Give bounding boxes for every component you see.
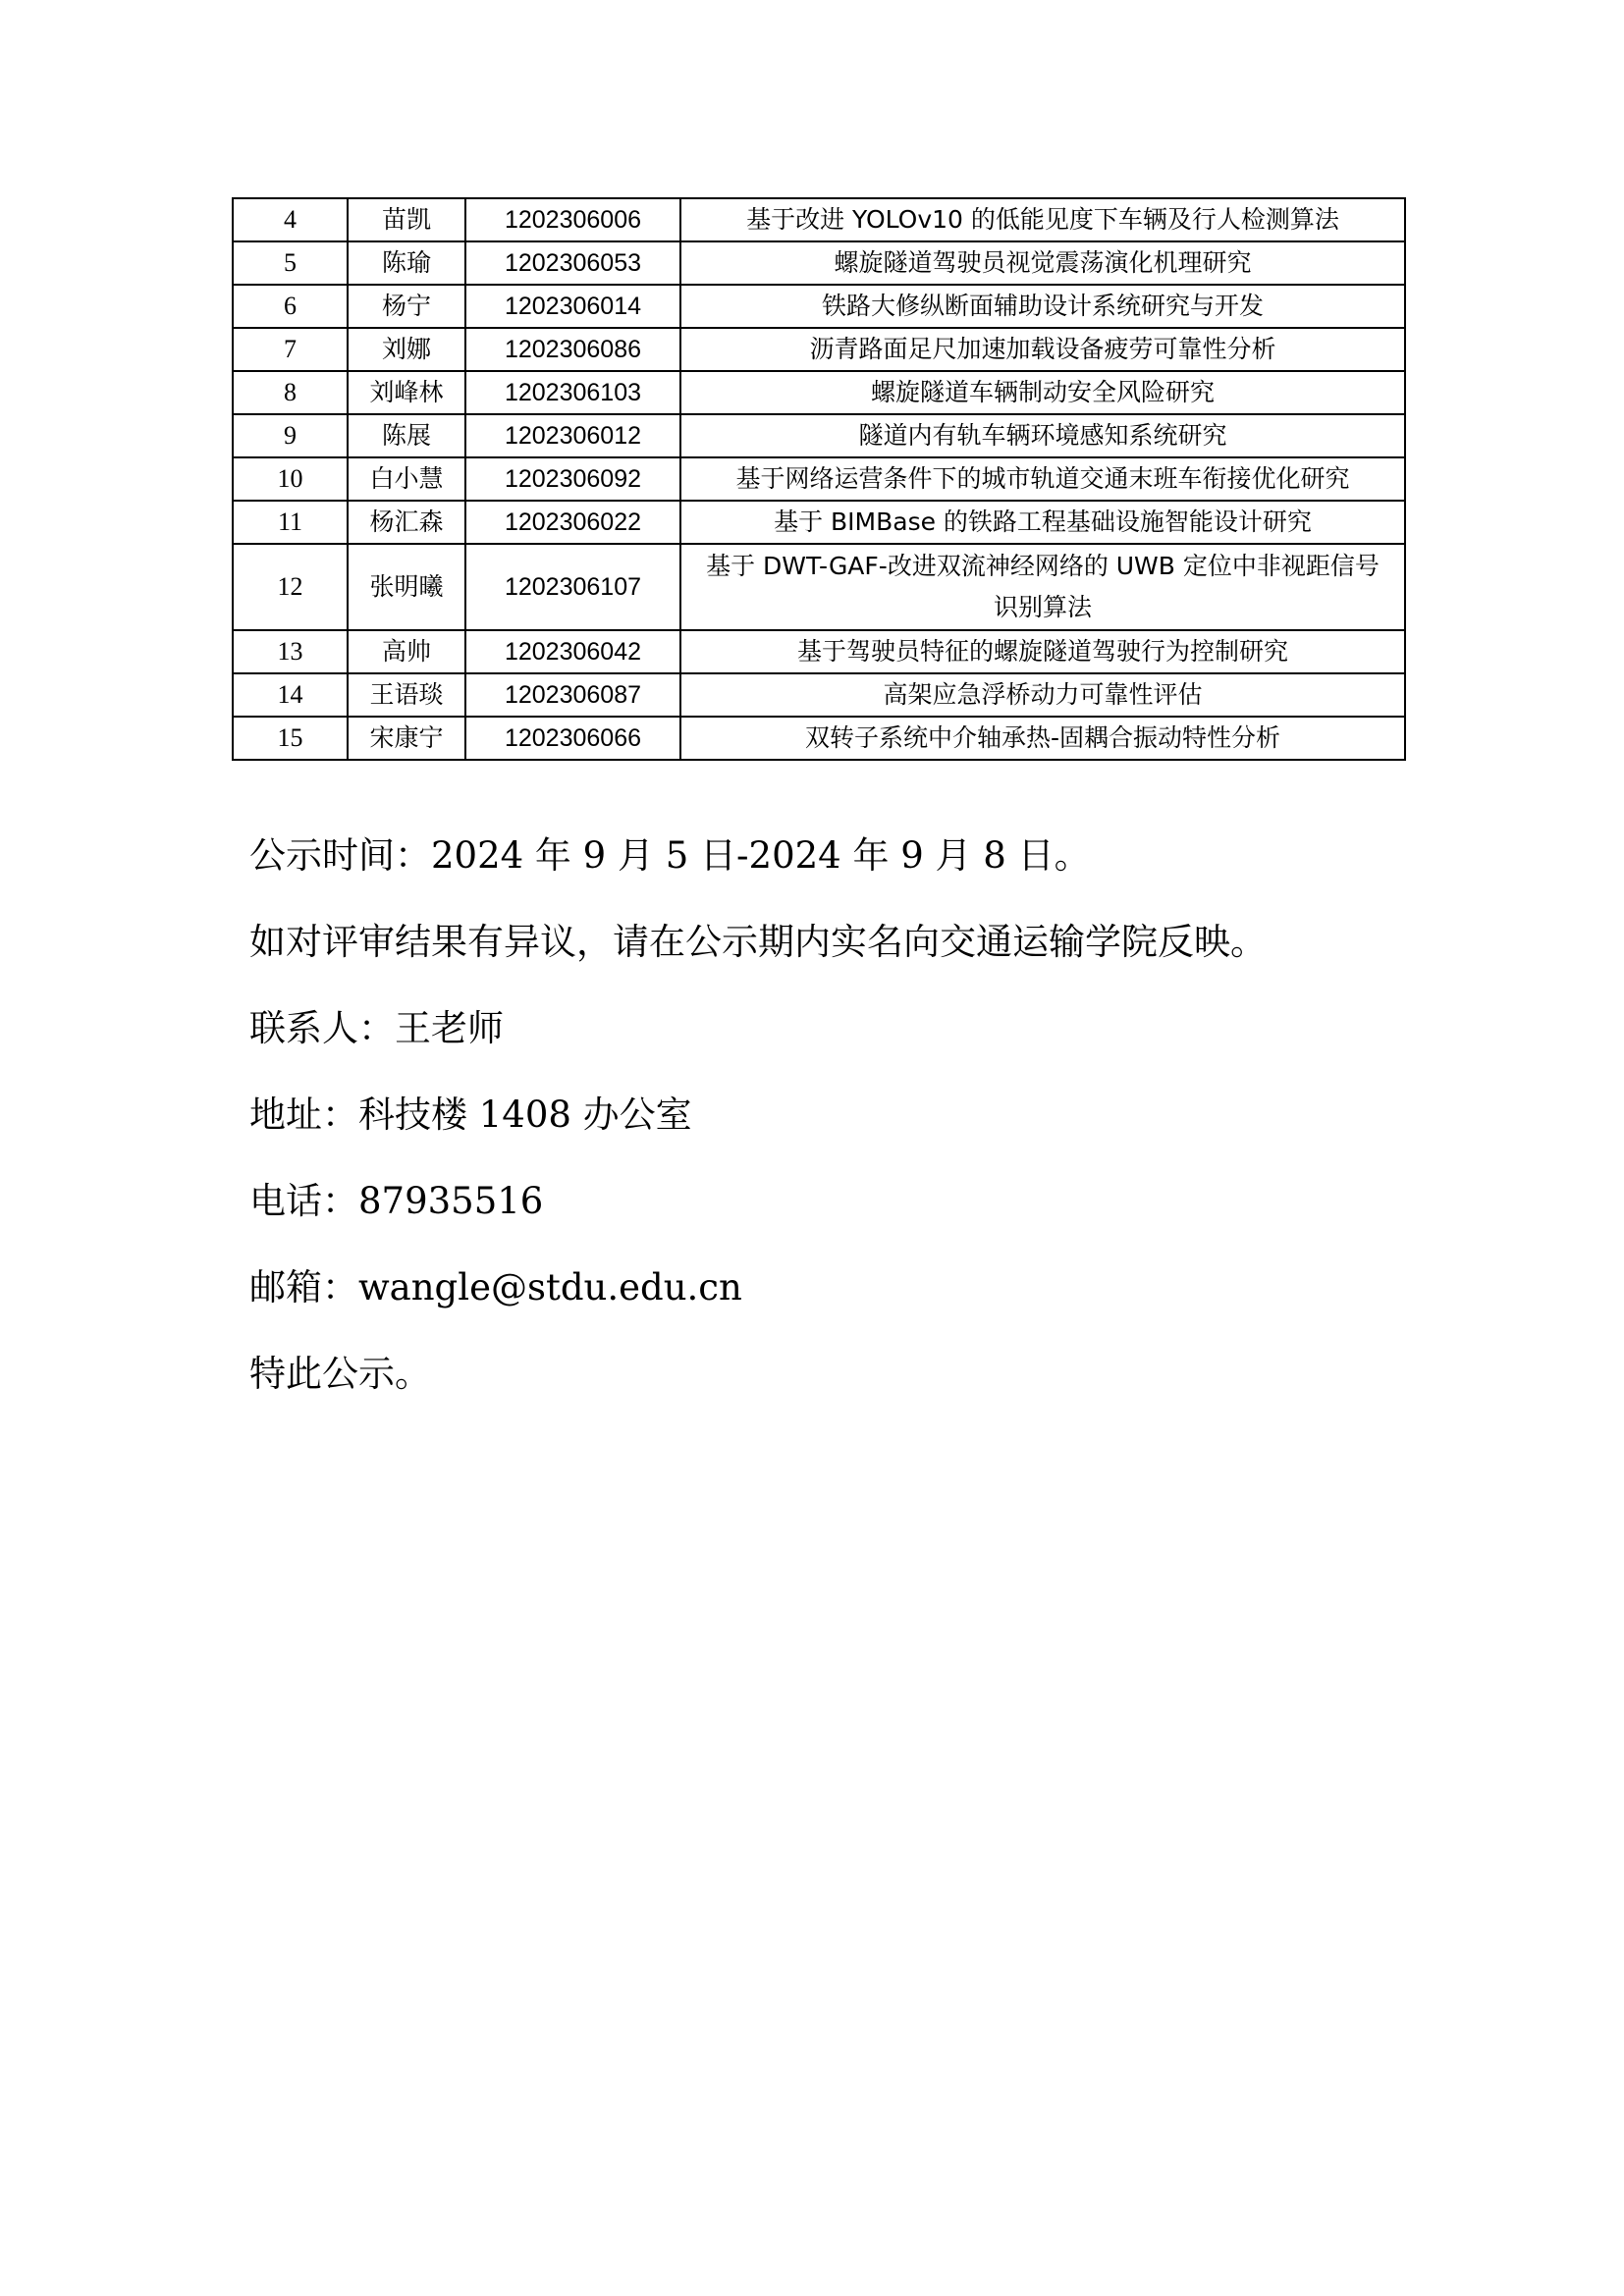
row-number: 15	[233, 717, 348, 760]
row-number: 9	[233, 414, 348, 457]
notice-phone: 电话：87935516	[249, 1180, 544, 1222]
table-row	[233, 673, 1405, 717]
row-number: 14	[233, 673, 348, 717]
row-number: 13	[233, 630, 348, 673]
project-title: 基于网络运营条件下的城市轨道交通末班车衔接优化研究	[680, 457, 1405, 501]
project-title: 螺旋隧道驾驶员视觉震荡演化机理研究	[680, 241, 1405, 285]
student-id: 1202306012	[465, 414, 680, 457]
row-number: 10	[233, 457, 348, 501]
table-row	[233, 414, 1405, 457]
table-row	[233, 717, 1405, 760]
table-row	[233, 241, 1405, 285]
student-name: 刘娜	[348, 328, 465, 371]
student-id: 1202306006	[465, 198, 680, 241]
student-name: 白小慧	[348, 457, 465, 501]
student-id: 1202306086	[465, 328, 680, 371]
row-number: 5	[233, 241, 348, 285]
student-id: 1202306107	[465, 544, 680, 630]
row-number: 12	[233, 544, 348, 630]
project-title: 基于驾驶员特征的螺旋隧道驾驶行为控制研究	[680, 630, 1405, 673]
table-row	[233, 371, 1405, 414]
student-name: 杨汇森	[348, 501, 465, 544]
student-name: 王语琰	[348, 673, 465, 717]
results-table	[232, 197, 1406, 761]
project-title: 基于 DWT-GAF-改进双流神经网络的 UWB 定位中非视距信号识别算法	[680, 544, 1405, 630]
student-name: 陈展	[348, 414, 465, 457]
table-row	[233, 544, 1405, 630]
student-name: 张明曦	[348, 544, 465, 630]
notice-contact: 联系人：王老师	[249, 1007, 504, 1049]
table-row	[233, 501, 1405, 544]
row-number: 11	[233, 501, 348, 544]
notice-address: 地址：科技楼 1408 办公室	[249, 1094, 692, 1136]
project-title: 高架应急浮桥动力可靠性评估	[680, 673, 1405, 717]
row-number: 4	[233, 198, 348, 241]
project-title: 双转子系统中介轴承热-固耦合振动特性分析	[680, 717, 1405, 760]
table-row	[233, 630, 1405, 673]
student-id: 1202306022	[465, 501, 680, 544]
table-row	[233, 457, 1405, 501]
project-title: 隧道内有轨车辆环境感知系统研究	[680, 414, 1405, 457]
project-title: 铁路大修纵断面辅助设计系统研究与开发	[680, 285, 1405, 328]
student-name: 刘峰林	[348, 371, 465, 414]
student-name: 高帅	[348, 630, 465, 673]
notice-closing: 特此公示。	[249, 1353, 431, 1395]
student-name: 宋康宁	[348, 717, 465, 760]
table-row	[233, 198, 1405, 241]
student-name: 苗凯	[348, 198, 465, 241]
row-number: 7	[233, 328, 348, 371]
student-id: 1202306066	[465, 717, 680, 760]
project-title: 基于 BIMBase 的铁路工程基础设施智能设计研究	[680, 501, 1405, 544]
student-id: 1202306087	[465, 673, 680, 717]
notice-period: 公示时间：2024 年 9 月 5 日-2024 年 9 月 8 日。	[249, 834, 1091, 877]
student-id: 1202306053	[465, 241, 680, 285]
student-id: 1202306014	[465, 285, 680, 328]
row-number: 8	[233, 371, 348, 414]
student-name: 杨宁	[348, 285, 465, 328]
notice-objection: 如对评审结果有异议，请在公示期内实名向交通运输学院反映。	[249, 921, 1267, 963]
student-id: 1202306092	[465, 457, 680, 501]
table-row	[233, 285, 1405, 328]
notice-email: 邮箱：wangle@stdu.edu.cn	[249, 1266, 742, 1308]
table-row	[233, 328, 1405, 371]
project-title: 基于改进 YOLOv10 的低能见度下车辆及行人检测算法	[680, 198, 1405, 241]
student-id: 1202306042	[465, 630, 680, 673]
student-id: 1202306103	[465, 371, 680, 414]
row-number: 6	[233, 285, 348, 328]
project-title: 螺旋隧道车辆制动安全风险研究	[680, 371, 1405, 414]
student-name: 陈瑜	[348, 241, 465, 285]
project-title: 沥青路面足尺加速加载设备疲劳可靠性分析	[680, 328, 1405, 371]
